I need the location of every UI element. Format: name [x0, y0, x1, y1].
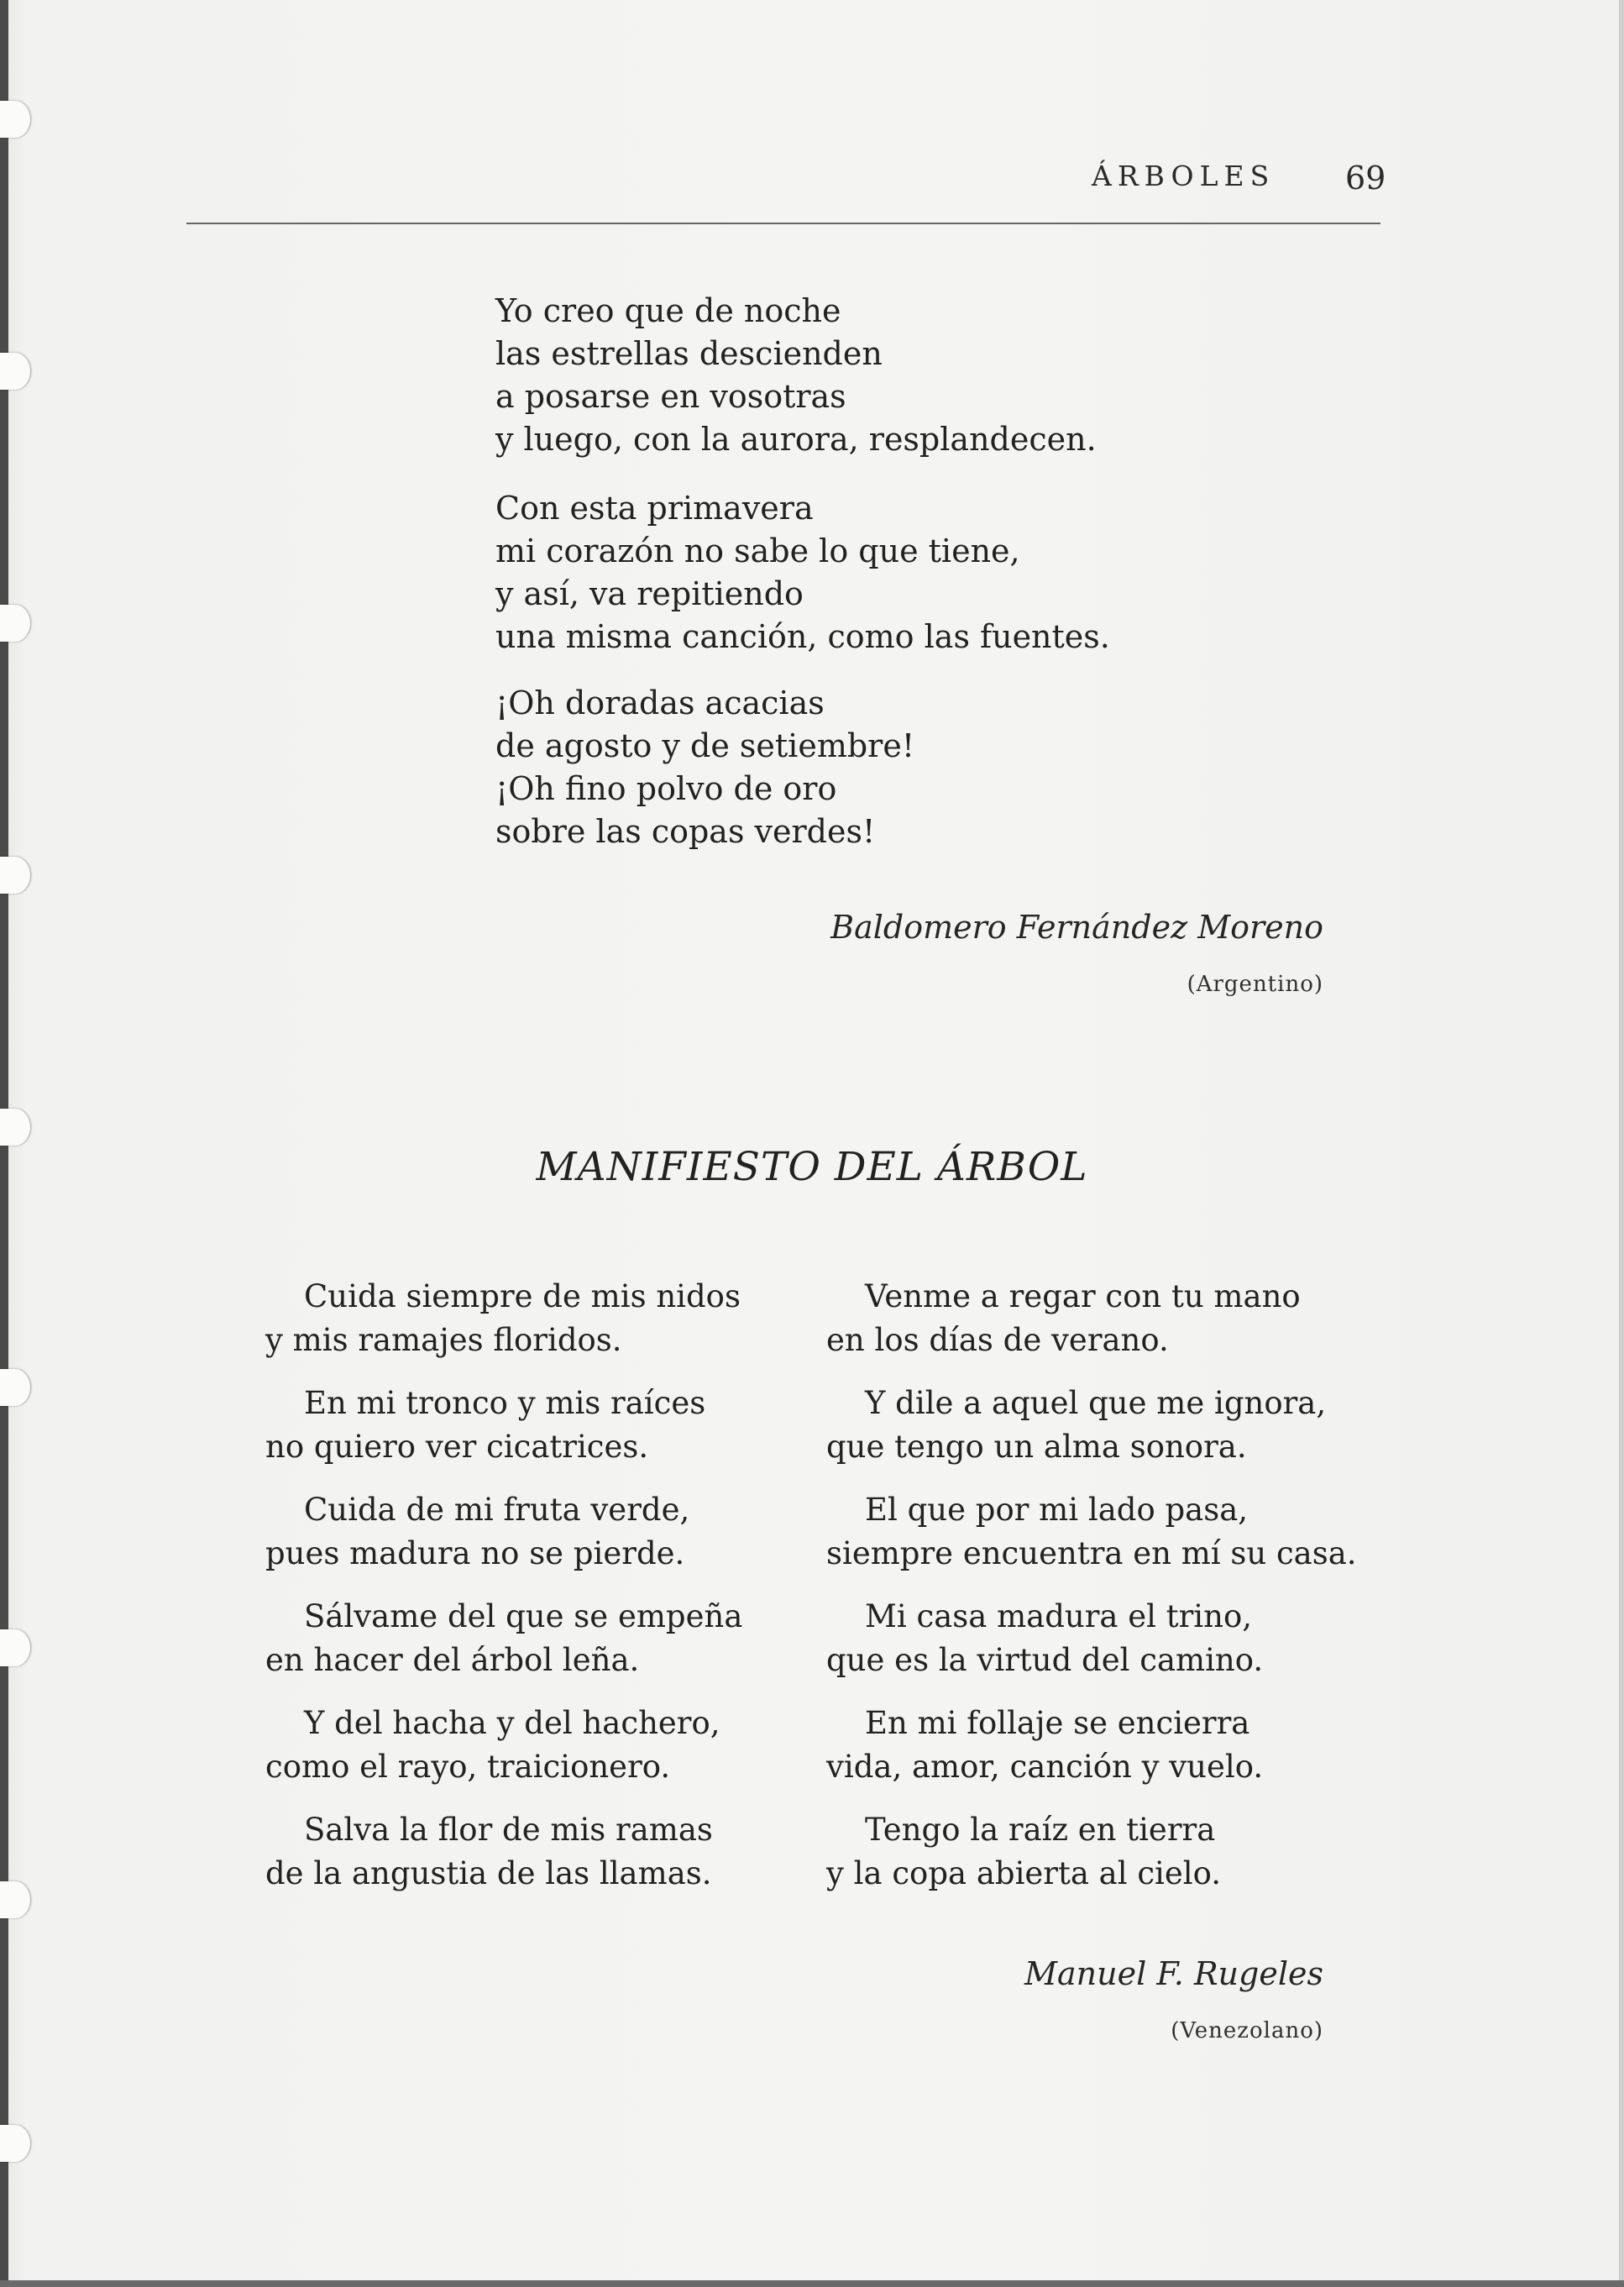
verse-line: y mis ramajes floridos. [265, 1322, 622, 1358]
binding-hole [0, 1881, 30, 1918]
header-rule [186, 223, 1380, 224]
verse-line: Salva la flor de mis ramas [304, 1812, 713, 1848]
verse-line: y la copa abierta al cielo. [826, 1855, 1221, 1891]
verse-line: ¡Oh doradas acacias [495, 685, 825, 721]
right-couplet [826, 1595, 1263, 1682]
verse-line: sobre las copas verdes! [495, 813, 876, 850]
left-couplet [265, 1808, 713, 1896]
poem1-author: Baldomero Fernández Moreno [830, 909, 1323, 946]
verse-line: las estrellas descienden [495, 335, 883, 372]
verse-line: y luego, con la aurora, resplandecen. [495, 421, 1097, 458]
verse-line: Tengo la raíz en tierra [865, 1812, 1216, 1848]
scan-bottom-edge [0, 2280, 1624, 2287]
verse-line: Yo creo que de noche [495, 292, 841, 329]
verse-line: En mi tronco y mis raíces [304, 1385, 706, 1421]
verse-line: Mi casa madura el trino, [865, 1598, 1252, 1634]
binding-hole [0, 2125, 30, 2162]
verse-line: una misma canción, como las fuentes. [495, 618, 1110, 655]
left-couplet [265, 1275, 741, 1362]
verse-line: que es la virtud del camino. [826, 1642, 1264, 1678]
binding-hole [0, 1109, 30, 1146]
right-couplet [826, 1808, 1221, 1896]
verse-line: Sálvame del que se empeña [304, 1598, 743, 1634]
verse-line: pues madura no se pierde. [265, 1535, 685, 1571]
verse-line: en los días de verano. [826, 1322, 1169, 1358]
poem1-stanza [495, 290, 1097, 461]
verse-line: y así, va repitiendo [495, 575, 804, 612]
left-couplet [265, 1702, 720, 1789]
binding-hole [0, 857, 30, 894]
page-number: 69 [1345, 160, 1386, 197]
verse-line: En mi follaje se encierra [865, 1705, 1250, 1741]
poem2-nationality: (Venezolano) [1171, 2018, 1323, 2043]
verse-line: no quiero ver cicatrices. [265, 1429, 649, 1465]
verse-line: como el rayo, traicionero. [265, 1749, 671, 1785]
poem2-title: MANIFIESTO DEL ÁRBOL [536, 1144, 1088, 1190]
verse-line: El que por mi lado pasa, [865, 1492, 1249, 1528]
verse-line: Venme a regar con tu mano [865, 1278, 1301, 1314]
verse-line: Con esta primavera [495, 490, 814, 527]
binding-hole [0, 353, 30, 390]
verse-line: que tengo un alma sonora. [826, 1429, 1247, 1465]
left-couplet [265, 1382, 705, 1469]
verse-line: vida, amor, canción y vuelo. [826, 1749, 1264, 1785]
verse-line: siempre encuentra en mí su casa. [826, 1535, 1357, 1571]
verse-line: mi corazón no sabe lo que tiene, [495, 532, 1020, 569]
left-couplet [265, 1595, 742, 1682]
poem1-stanza [495, 487, 1110, 658]
running-head: ÁRBOLES [1092, 160, 1276, 192]
poem1-stanza [495, 682, 914, 853]
binding-hole [0, 605, 30, 642]
verse-line: Y dile a aquel que me ignora, [865, 1385, 1327, 1421]
binding-hole [0, 101, 30, 138]
verse-line: en hacer del árbol leña. [265, 1642, 640, 1678]
right-couplet [826, 1702, 1263, 1789]
verse-line: Cuida de mi fruta verde, [304, 1492, 690, 1528]
verse-line: de agosto y de setiembre! [495, 727, 915, 764]
binding-hole [0, 1369, 30, 1406]
right-couplet [826, 1275, 1301, 1362]
verse-line: de la angustia de las llamas. [265, 1855, 712, 1891]
right-couplet [826, 1382, 1326, 1469]
poem1-nationality: (Argentino) [1187, 972, 1323, 997]
verse-line: Cuida siempre de mis nidos [304, 1278, 741, 1314]
verse-line: ¡Oh fino polvo de oro [495, 770, 837, 807]
left-couplet [265, 1488, 689, 1576]
binding-hole [0, 1629, 30, 1666]
poem2-author: Manuel F. Rugeles [1024, 1955, 1323, 1992]
verse-line: Y del hacha y del hachero, [304, 1705, 720, 1741]
right-couplet [826, 1488, 1357, 1576]
verse-line: a posarse en vosotras [495, 378, 846, 415]
